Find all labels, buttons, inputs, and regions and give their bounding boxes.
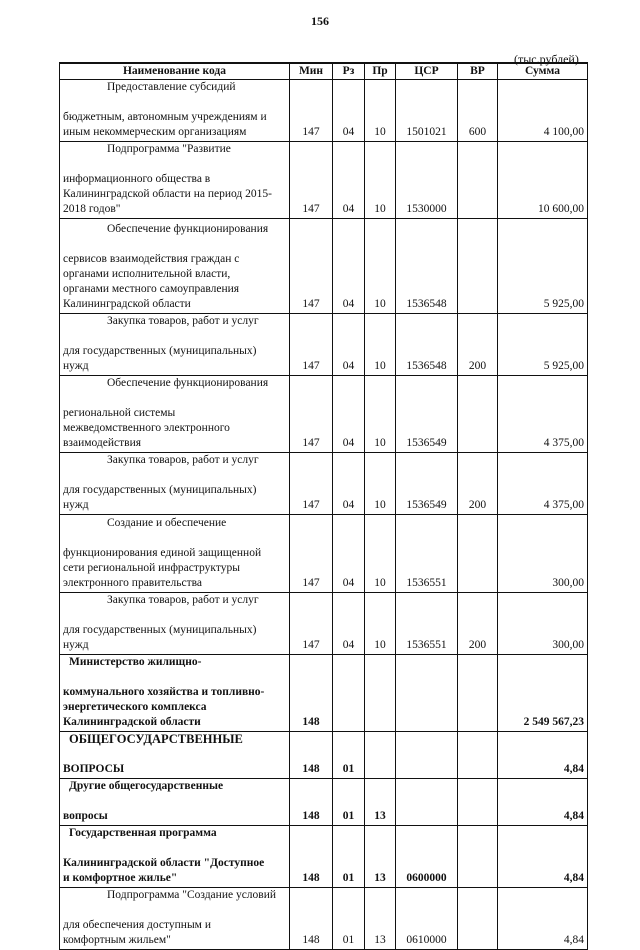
row-sum: 4 375,00: [498, 453, 588, 515]
row-rz: 04: [333, 593, 365, 655]
row-pr: 10: [365, 219, 396, 314]
row-vr: [458, 219, 498, 314]
row-rz: 04: [333, 515, 365, 593]
row-sum: 5 925,00: [498, 314, 588, 376]
row-sum: 4,84: [498, 888, 588, 950]
table-row: [60, 826, 588, 888]
row-csr: 1536551: [396, 515, 458, 593]
row-rz: 04: [333, 376, 365, 453]
table-header-row: [60, 63, 588, 80]
row-vr: [458, 888, 498, 950]
row-csr: [396, 779, 458, 826]
row-rz: 01: [333, 888, 365, 950]
table-row: [60, 314, 588, 376]
row-sum: 300,00: [498, 593, 588, 655]
row-csr: [396, 732, 458, 779]
row-min: 148: [290, 655, 333, 732]
row-vr: [458, 779, 498, 826]
row-rz: [333, 655, 365, 732]
row-vr: [458, 515, 498, 593]
row-pr: 10: [365, 453, 396, 515]
table-row: [60, 80, 588, 142]
table-row: [60, 376, 588, 453]
row-name: Закупка товаров, работ и услуг для государственных (муниципальных) нужд: [60, 453, 290, 515]
row-min: 147: [290, 219, 333, 314]
row-sum: 4,84: [498, 732, 588, 779]
table-row: [60, 732, 588, 779]
row-min: 147: [290, 515, 333, 593]
row-vr: [458, 376, 498, 453]
row-pr: 10: [365, 142, 396, 219]
row-name: ОБЩЕГОСУДАРСТВЕННЫЕ ВОПРОСЫ: [60, 732, 290, 779]
table-row: [60, 219, 588, 314]
row-rz: 04: [333, 453, 365, 515]
row-pr: 10: [365, 515, 396, 593]
row-name: Создание и обеспечение функционирования единой защищенной сети региональной инфраструктуры электронного правительства: [60, 515, 290, 593]
row-min: 147: [290, 142, 333, 219]
header-vr: ВР: [458, 63, 498, 80]
row-vr: 200: [458, 453, 498, 515]
row-min: 147: [290, 314, 333, 376]
header-csr: ЦСР: [396, 63, 458, 80]
table-row: [60, 142, 588, 219]
row-csr: 1536549: [396, 453, 458, 515]
table-row: [60, 888, 588, 950]
row-min: 147: [290, 80, 333, 142]
row-name: Государственная программа Калининградской области "Доступное и комфортное жилье": [60, 826, 290, 888]
row-name: Подпрограмма "Развитие информационного общества в Калининградской области на период 2015- 2018 годов": [60, 142, 290, 219]
row-sum: 4 100,00: [498, 80, 588, 142]
row-csr: 1536549: [396, 376, 458, 453]
row-pr: 10: [365, 80, 396, 142]
row-min: 147: [290, 376, 333, 453]
row-rz: 01: [333, 732, 365, 779]
row-sum: 4,84: [498, 779, 588, 826]
header-name: Наименование кода: [60, 63, 290, 80]
row-vr: 600: [458, 80, 498, 142]
header-min: Мин: [290, 63, 333, 80]
row-name: Закупка товаров, работ и услуг для государственных (муниципальных) нужд: [60, 314, 290, 376]
row-name: Другие общегосударственные вопросы: [60, 779, 290, 826]
table-row: [60, 655, 588, 732]
row-name: Предоставление субсидий бюджетным, автономным учреждениям и иным некоммерческим организациям: [60, 80, 290, 142]
row-name: Подпрограмма "Создание условий для обеспечения доступным и комфортным жильем": [60, 888, 290, 950]
row-min: 148: [290, 732, 333, 779]
row-rz: 04: [333, 142, 365, 219]
row-pr: 13: [365, 779, 396, 826]
row-csr: 0610000: [396, 888, 458, 950]
row-vr: [458, 826, 498, 888]
row-sum: 2 549 567,23: [498, 655, 588, 732]
row-name: Министерство жилищно- коммунального хозяйства и топливно- энергетического комплекса Калининградской области: [60, 655, 290, 732]
row-sum: 10 600,00: [498, 142, 588, 219]
row-vr: [458, 655, 498, 732]
header-pr: Пр: [365, 63, 396, 80]
row-vr: 200: [458, 314, 498, 376]
row-name: Обеспечение функционирования региональной системы межведомственного электронного взаимодействия: [60, 376, 290, 453]
row-min: 147: [290, 453, 333, 515]
row-vr: 200: [458, 593, 498, 655]
row-rz: 04: [333, 314, 365, 376]
row-pr: 10: [365, 314, 396, 376]
row-csr: 1536548: [396, 219, 458, 314]
row-pr: 13: [365, 826, 396, 888]
row-min: 148: [290, 826, 333, 888]
table-row: [60, 779, 588, 826]
row-csr: 0600000: [396, 826, 458, 888]
row-min: 148: [290, 779, 333, 826]
row-csr: [396, 655, 458, 732]
row-rz: 04: [333, 219, 365, 314]
table-row: [60, 593, 588, 655]
row-sum: 4 375,00: [498, 376, 588, 453]
row-name: Закупка товаров, работ и услуг для государственных (муниципальных) нужд: [60, 593, 290, 655]
row-csr: 1530000: [396, 142, 458, 219]
table-row: [60, 453, 588, 515]
row-pr: 10: [365, 593, 396, 655]
row-rz: 04: [333, 80, 365, 142]
row-vr: [458, 142, 498, 219]
row-rz: 01: [333, 826, 365, 888]
row-sum: 4,84: [498, 826, 588, 888]
row-csr: 1536551: [396, 593, 458, 655]
budget-table: [59, 62, 588, 950]
row-pr: 13: [365, 888, 396, 950]
header-sum: Сумма: [498, 63, 588, 80]
row-csr: 1501021: [396, 80, 458, 142]
row-pr: [365, 732, 396, 779]
row-pr: [365, 655, 396, 732]
row-sum: 300,00: [498, 515, 588, 593]
row-sum: 5 925,00: [498, 219, 588, 314]
row-pr: 10: [365, 376, 396, 453]
table-row: [60, 515, 588, 593]
row-name: Обеспечение функционирования сервисов взаимодействия граждан с органами исполнительной власти, органами местного самоуправления Калининградской области: [60, 219, 290, 314]
header-rz: Рз: [333, 63, 365, 80]
row-min: 147: [290, 593, 333, 655]
units-label: (тыс.рублей): [514, 52, 579, 66]
row-csr: 1536548: [396, 314, 458, 376]
row-rz: 01: [333, 779, 365, 826]
row-min: 148: [290, 888, 333, 950]
row-vr: [458, 732, 498, 779]
page-number: 156: [311, 14, 329, 28]
